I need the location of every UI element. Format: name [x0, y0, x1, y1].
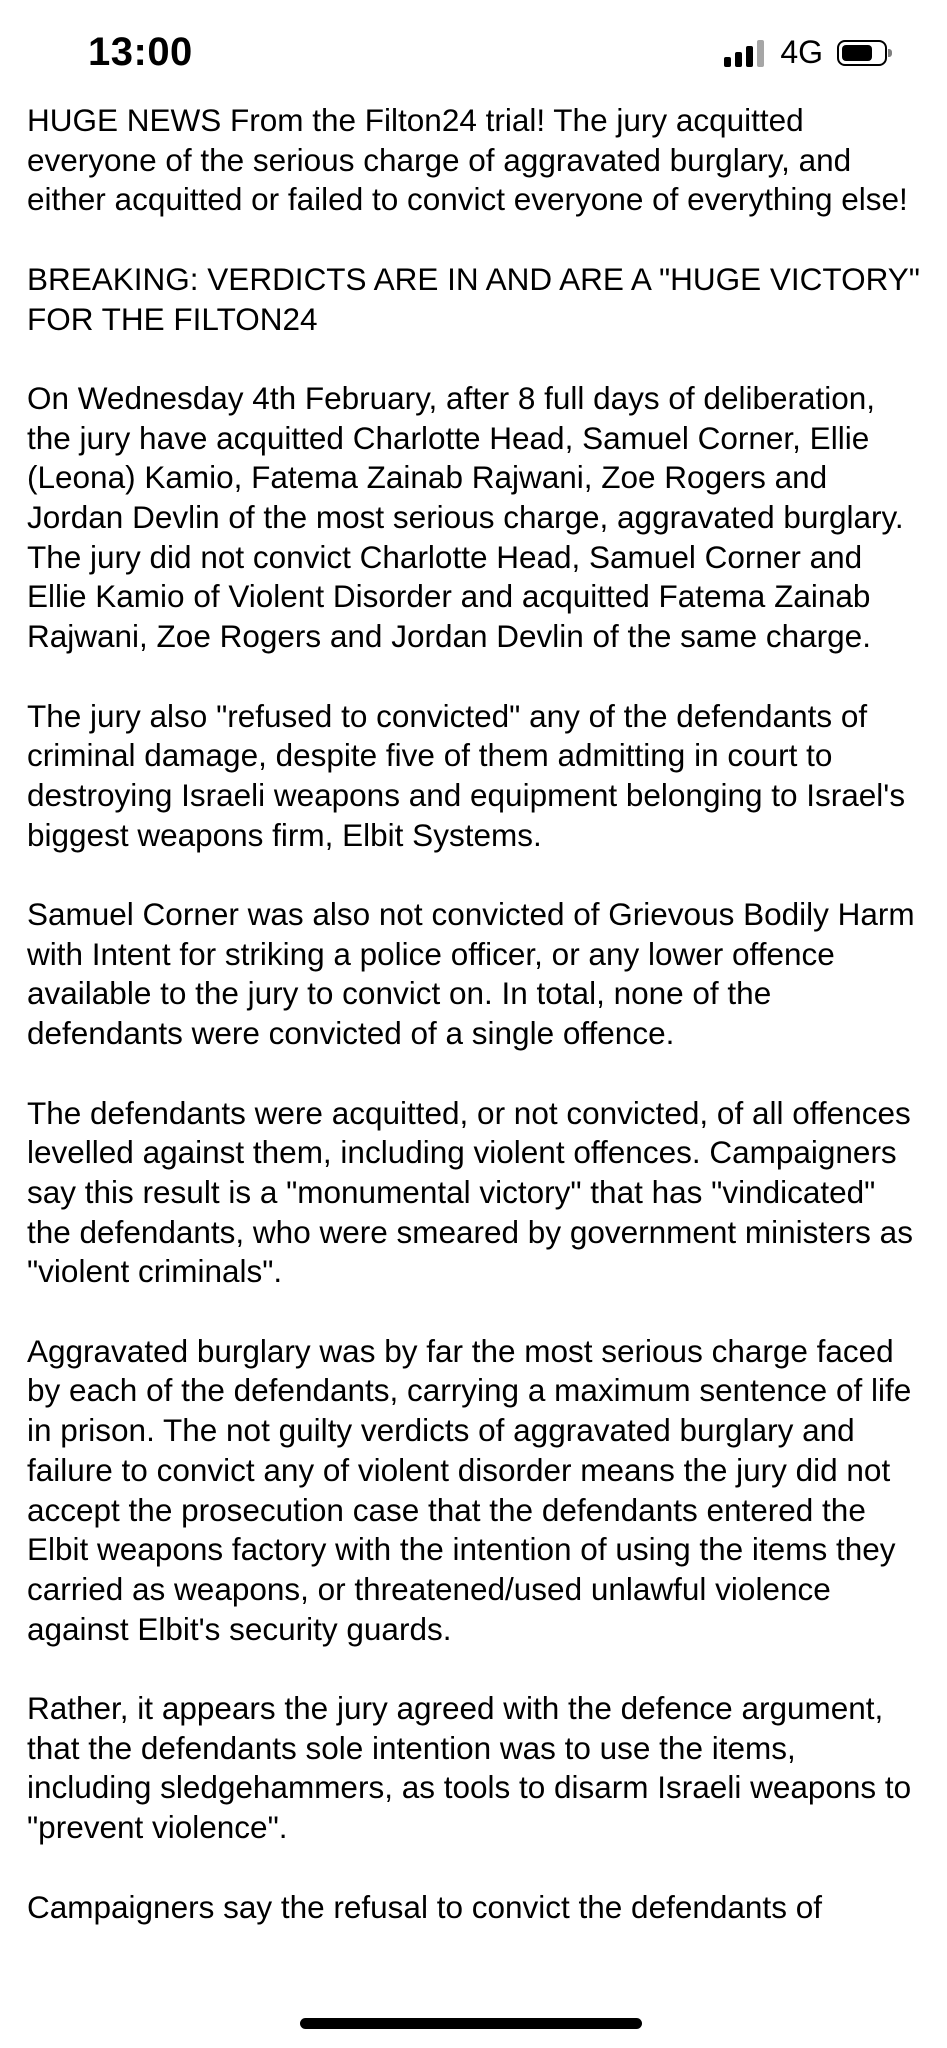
- article-body: [27, 101, 927, 1967]
- article-paragraph: Aggravated burglary was by far the most serious charge faced by each of the defendants, carrying a maximum sentence of life in prison. The not guilty verdicts of aggravated burglary and failure to convict any of violent disorder means the jury did not accept the prosecution case that the defendants entered the Elbit weapons factory with the intention of using the items they carried as weapons, or threatened/used unlawful violence against Elbit's security guards.: [27, 1332, 912, 1647]
- status-bar: [0, 0, 947, 106]
- network-type-label: 4G: [780, 34, 823, 70]
- status-indicators: [724, 34, 887, 71]
- cellular-signal-icon: [724, 39, 764, 67]
- battery-icon: [837, 40, 887, 66]
- status-time: 13:00: [88, 30, 193, 74]
- article-paragraph: Rather, it appears the jury agreed with the defence argument, that the defendants sole intention was to use the items, including sledgehammers, as tools to disarm Israeli weapons to "prevent violence".: [27, 1690, 912, 1846]
- article-paragraph: HUGE NEWS From the Filton24 trial! The jury acquitted everyone of the serious charge of aggravated burglary, and either acquitted or failed to convict everyone of everything else!: [27, 102, 908, 218]
- article-paragraph: Samuel Corner was also not convicted of Grievous Bodily Harm with Intent for striking a police officer, or any lower offence available to the jury to convict on. In total, none of the defendants were convicted of a single offence.: [27, 896, 915, 1052]
- article-paragraph: The defendants were acquitted, or not convicted, of all offences levelled against them, including violent offences. Campaigners say this result is a "monumental victory" that has "vindicated" the defendants, who were smeared by government ministers as "violent criminals".: [27, 1094, 913, 1290]
- article-paragraph: On Wednesday 4th February, after 8 full days of deliberation, the jury have acquitted Charlotte Head, Samuel Corner, Ellie (Leona) Kamio, Fatema Zainab Rajwani, Zoe Rogers and Jordan Devlin of the most serious charge, aggravated burglary. The jury did not convict Charlotte Head, Samuel Corner and Ellie Kamio of Violent Disorder and acquitted Fatema Zainab Rajwani, Zoe Rogers and Jordan Devlin of the same charge.: [27, 379, 904, 655]
- article-paragraph: BREAKING: VERDICTS ARE IN AND ARE A "HUGE VICTORY" FOR THE FILTON24: [27, 260, 920, 337]
- article-paragraph: Campaigners say the refusal to convict the defendants of: [27, 1888, 822, 1925]
- article-paragraph: The jury also "refused to convicted" any of the defendants of criminal damage, despite five of them admitting in court to destroying Israeli weapons and equipment belonging to Israel's biggest weapons firm, Elbit Systems.: [27, 697, 906, 853]
- home-indicator[interactable]: [300, 2018, 642, 2029]
